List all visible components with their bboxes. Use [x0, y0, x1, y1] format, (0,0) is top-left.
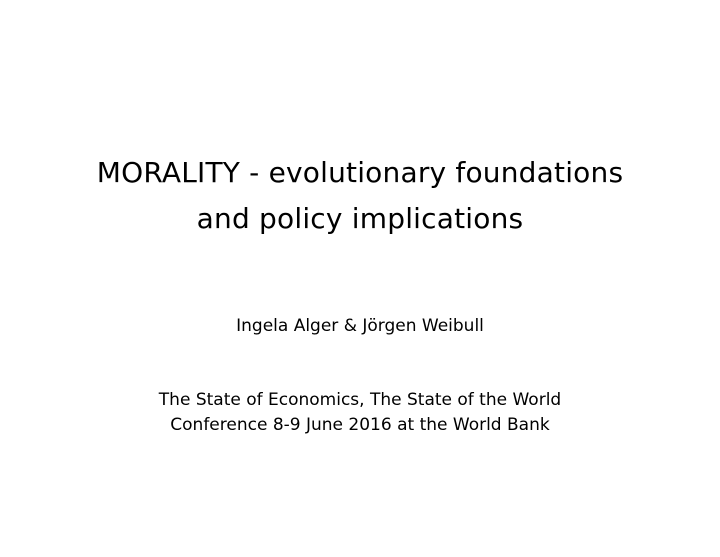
title-line-1: MORALITY - evolutionary foundations: [96, 156, 624, 189]
authors: Ingela Alger & Jörgen Weibull: [236, 316, 484, 336]
conference-line-2: Conference 8-9 June 2016 at the World Bank: [170, 415, 550, 435]
slide-title: [0, 150, 720, 242]
title-line-2: and policy implications: [196, 202, 524, 235]
conference-line-1: The State of Economics, The State of the World: [158, 390, 562, 410]
conference-info: [0, 388, 720, 438]
